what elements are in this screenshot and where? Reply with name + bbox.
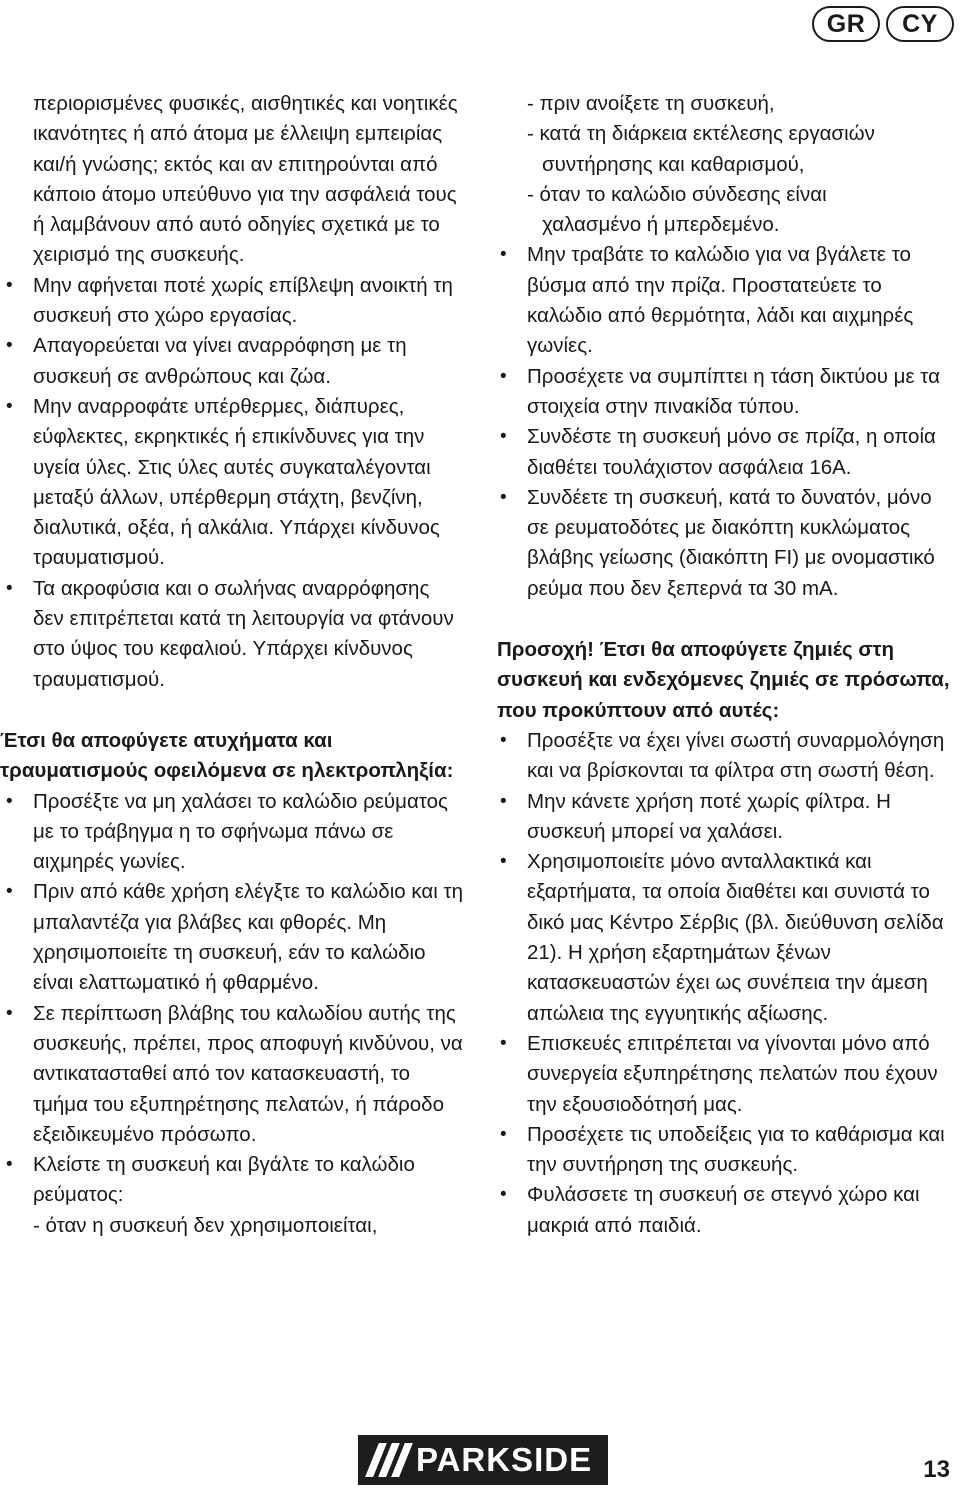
list-item: • Απαγορεύεται να γίνει αναρρόφηση με τη συσκευή σε ανθρώπους και ζώα.	[33, 331, 463, 392]
left-column	[0, 89, 463, 1241]
language-badges	[812, 6, 954, 42]
list-item: • Σε περίπτωση βλάβης του καλωδίου αυτής της συσκευής, πρέπει, προς αποφυγή κινδύνου, να αντικατασταθεί από τον κατασκευαστή, το τμήμα του εξυπηρέτησης πελατών, ή πάροδο εξειδικευμένο πρόσωπο.	[33, 999, 463, 1150]
page-number: 13	[923, 1456, 950, 1483]
section-heading-electric-shock: Έτσι θα αποφύγετε ατυχήματα και τραυματισμούς οφειλόμενα σε ηλεκτροπληξία:	[0, 728, 454, 783]
dash-item-continued: συντήρησης και καθαρισμού,	[542, 152, 805, 176]
list-item: • Προσέξτε να έχει γίνει σωστή συναρμολόγηση και να βρίσκονται τα φίλτρα στη σωστή θέση.	[527, 726, 957, 787]
bullet-list-safety	[33, 271, 463, 695]
language-badge-gr: GR	[812, 6, 880, 42]
list-item: • Τα ακροφύσια και ο σωλήνας αναρρόφησης δεν επιτρέπεται κατά τη λειτουργία να φτάνουν στο ύψος του κεφαλιού. Υπάρχει κίνδυνος τραυματισμού.	[33, 574, 463, 695]
list-item: • Χρησιμοποιείτε μόνο ανταλλακτικά και εξαρτήματα, τα οποία διαθέτει και συνιστά το δικό μας Κέντρο Σέρβις (βλ. διεύθυνση σελίδα 21). Η χρήση εξαρτημάτων ξένων κατασκευαστών έχει ως συνέπεια την άμεση απώλεια της εγγυητικής αξίωσης.	[527, 847, 957, 1029]
intro-paragraph: περιορισμένες φυσικές, αισθητικές και νοητικές ικανότητες ή από άτομα με έλλειψη εμπειρίας και/ή γνώσης; εκτός και αν επιτηρούνται από κάποιο άτομο υπεύθυνο για την ασφάλειά τους ή λαμβάνουν από αυτό οδηγίες σχετικά με το χειρισμό της συσκευής.	[33, 92, 458, 267]
language-badge-cy: CY	[886, 6, 954, 42]
dash-item-continued: χαλασμένο ή μπερδεμένο.	[542, 213, 780, 237]
list-item: • Κλείστε τη συσκευή και βγάλτε το καλώδιο ρεύματος:	[33, 1150, 463, 1211]
dash-item: - κατά τη διάρκεια εκτέλεσης εργασιών	[527, 122, 875, 146]
list-item: • Φυλάσσετε τη συσκευή σε στεγνό χώρο και μακριά από παιδιά.	[527, 1180, 957, 1241]
list-item: • Μην αναρροφάτε υπέρθερμες, διάπυρες, εύφλεκτες, εκρηκτικές ή επικίνδυνες για την υγεία ύλες. Στις ύλες αυτές συγκαταλέγονται μεταξύ άλλων, υπέρθερμη στάχτη, βενζίνη, διαλυτικά, οξέα, ή αλκάλια. Υπάρχει κίνδυνος τραυματισμού.	[33, 392, 463, 574]
bullet-list-damage	[527, 726, 957, 1241]
list-item: • Μην τραβάτε το καλώδιο για να βγάλετε το βύσμα από την πρίζα. Προστατεύετε το καλώδιο από θερμότητα, λάδι και αιχμηρές γωνίες.	[527, 240, 957, 361]
right-column	[497, 89, 957, 1241]
list-item: • Προσέξτε να μη χαλάσει το καλώδιο ρεύματος με το τράβηγμα η το σφήνωμα πάνω σε αιχμηρές γωνίες.	[33, 787, 463, 878]
parkside-logo	[358, 1435, 608, 1485]
list-item: • Συνδέετε τη συσκευή, κατά το δυνατόν, μόνο σε ρευματοδότες με διακόπτη κυκλώματος βλάβης γείωσης (διακόπτη FI) με ονομαστικό ρεύμα που δεν ξεπερνά τα 30 mA.	[527, 483, 957, 604]
dash-item: - όταν το καλώδιο σύνδεσης είναι	[527, 182, 827, 206]
list-item: • Πριν από κάθε χρήση ελέγξτε το καλώδιο και τη μπαλαντέζα για βλάβες και φθορές. Μη χρησιμοποιείτε τη συσκευή, εάν το καλώδιο είναι ελαττωματικό ή φθαρμένο.	[33, 877, 463, 998]
section-heading-caution: Προσοχή! Έτσι θα αποφύγετε ζημιές στη συσκευή και ενδεχόμενες ζημιές σε πρόσωπα, που προκύπτουν από αυτές:	[497, 638, 950, 722]
list-item: • Συνδέστε τη συσκευή μόνο σε πρίζα, η οποία διαθέτει τουλάχιστον ασφάλεια 16Α.	[527, 422, 957, 483]
list-item: • Προσέχετε να συμπίπτει η τάση δικτύου με τα στοιχεία στην πινακίδα τύπου.	[527, 362, 957, 423]
bullet-list-electric	[33, 787, 463, 1211]
list-item: • Μην αφήνεται ποτέ χωρίς επίβλεψη ανοικτή τη συσκευή στο χώρο εργασίας.	[33, 271, 463, 332]
list-item: • Μην κάνετε χρήση ποτέ χωρίς φίλτρα. Η συσκευή μπορεί να χαλάσει.	[527, 787, 957, 848]
dash-item: - πριν ανοίξετε τη συσκευή,	[527, 92, 775, 115]
list-item: • Επισκευές επιτρέπεται να γίνονται μόνο από συνεργεία εξυπηρέτησης πελατών που έχουν την εξουσιοδότησή μας.	[527, 1029, 957, 1120]
bullet-list-power	[527, 240, 957, 604]
list-item: • Προσέχετε τις υποδείξεις για το καθάρισμα και την συντήρηση της συσκευής.	[527, 1120, 957, 1181]
dash-item: - όταν η συσκευή δεν χρησιμοποιείται,	[33, 1213, 378, 1237]
logo-stripes-icon	[358, 1443, 416, 1477]
brand-name: PARKSIDE	[416, 1441, 593, 1478]
